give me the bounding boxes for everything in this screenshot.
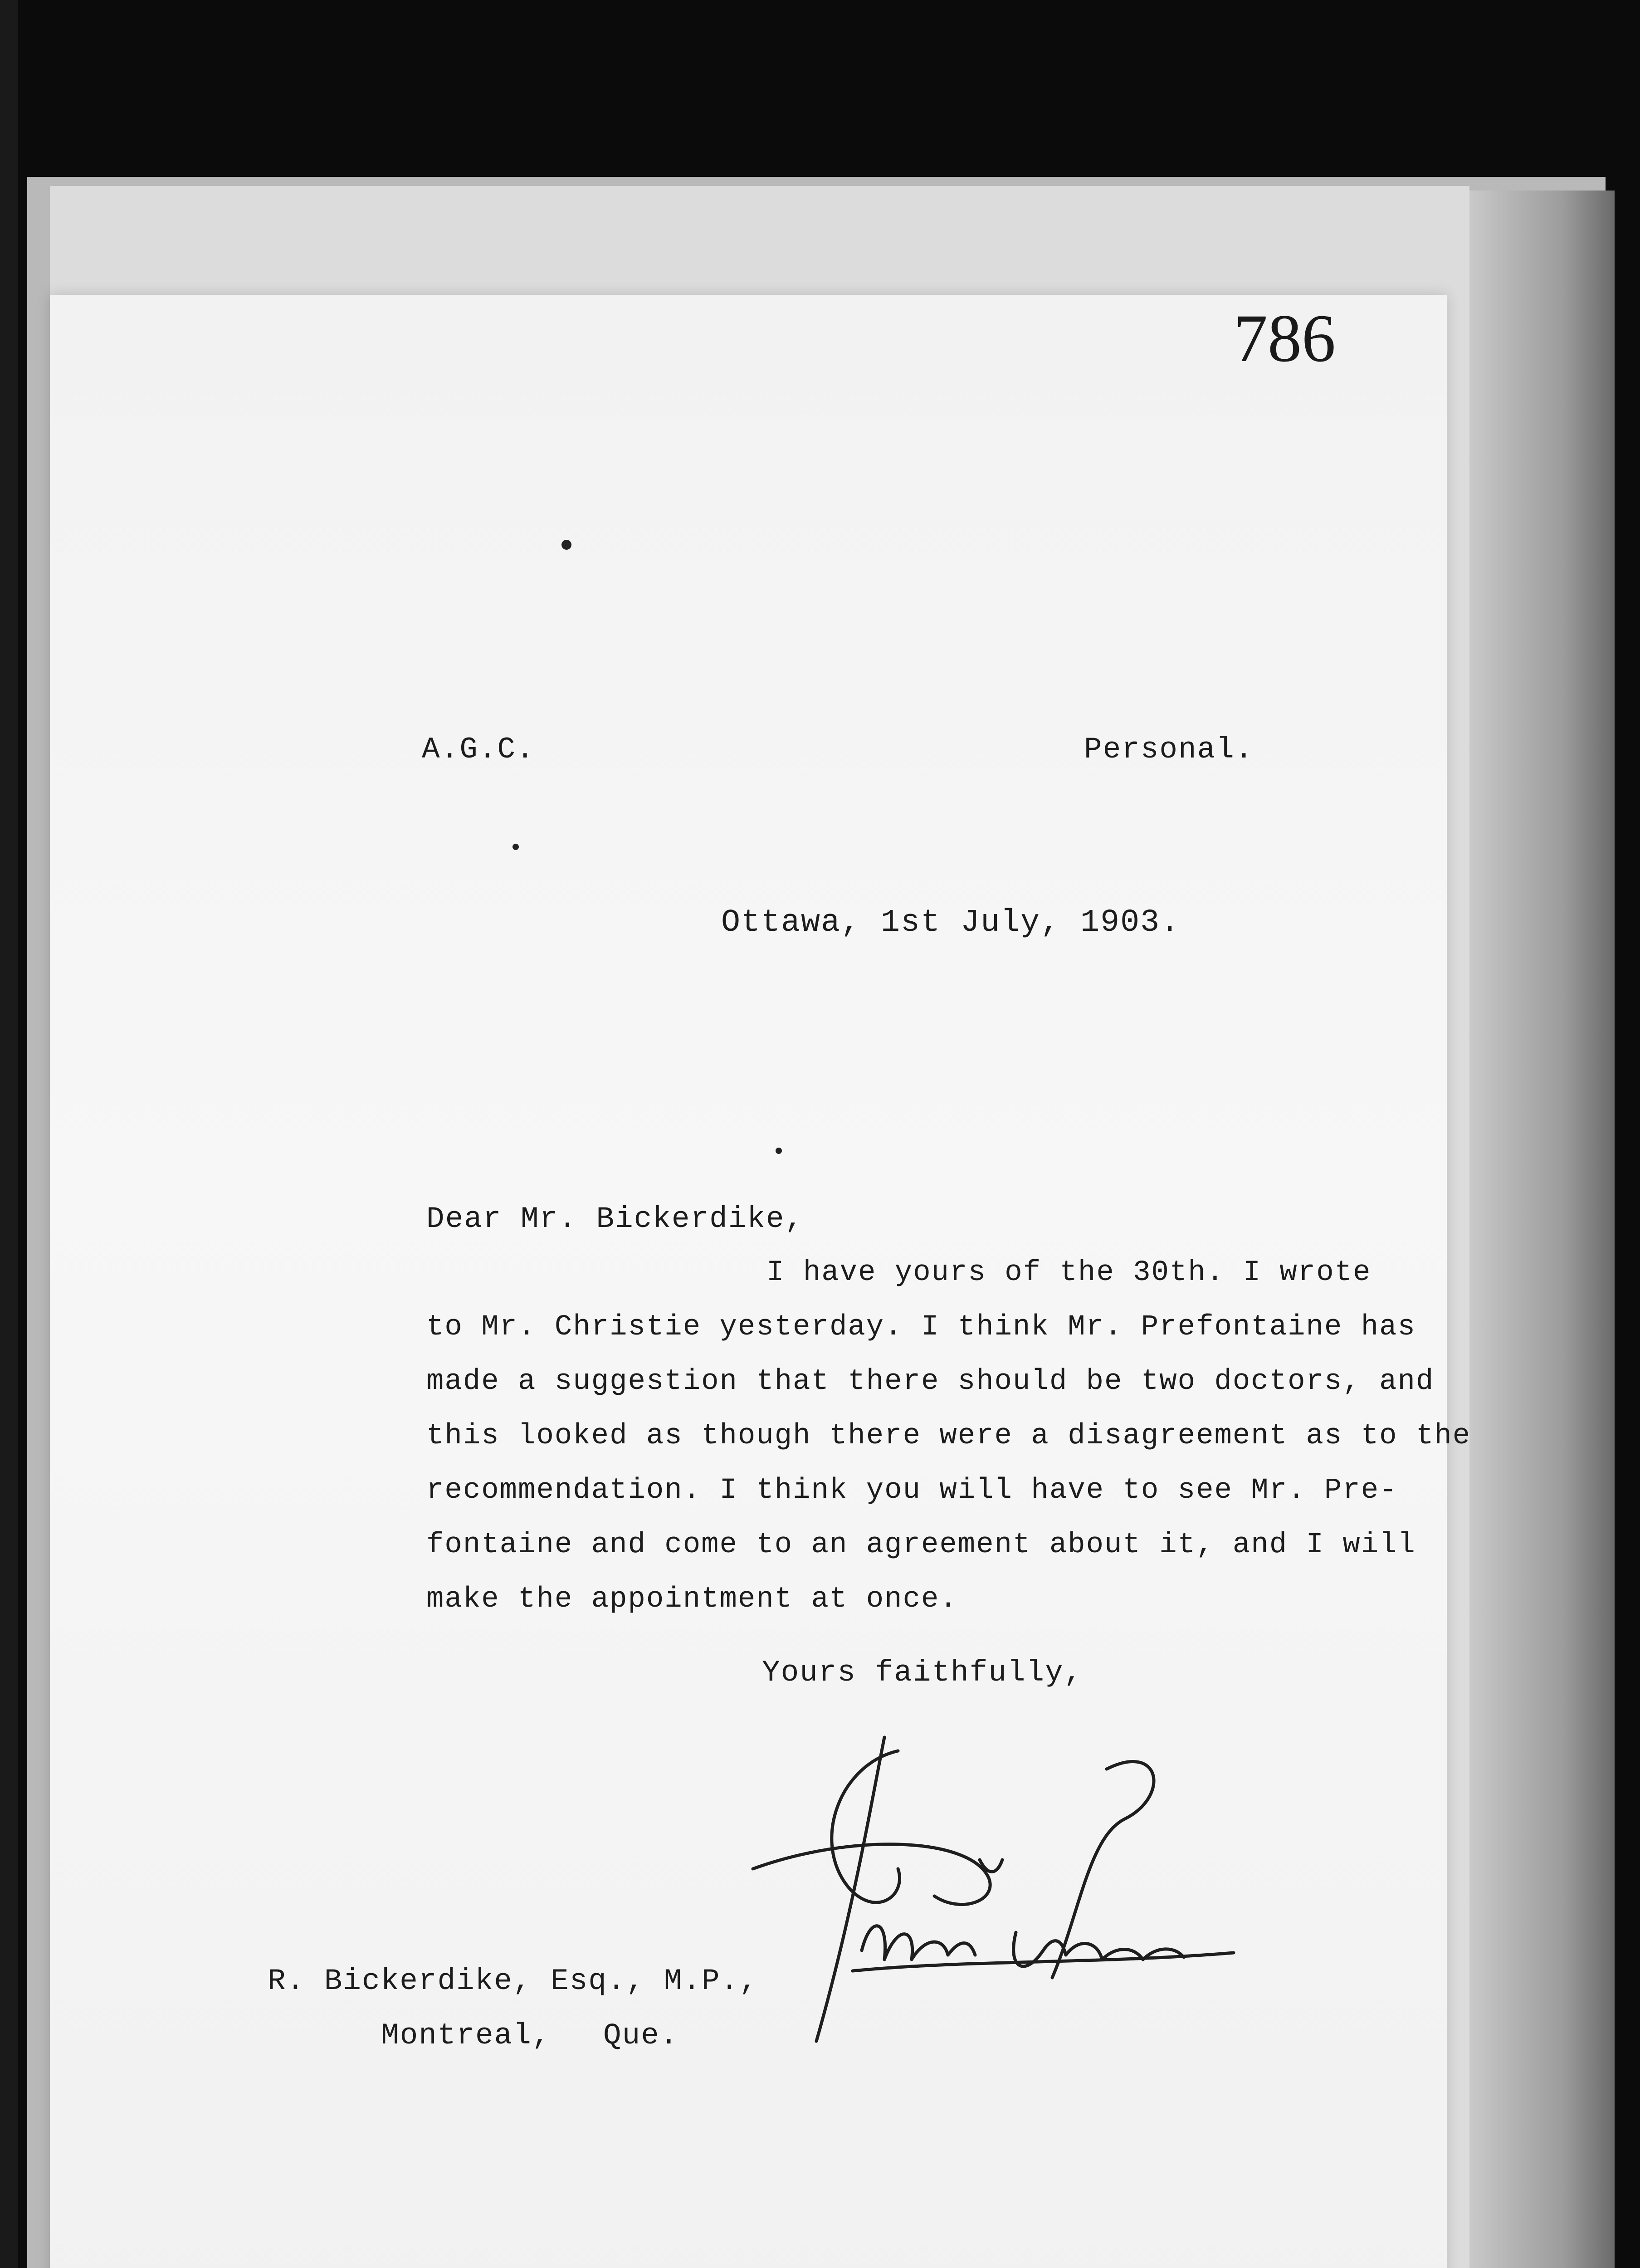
film-edge xyxy=(0,0,18,2268)
page-number: 786 xyxy=(1234,301,1336,376)
letter-body-line: fontaine and come to an agreement about it, and I will xyxy=(426,1529,1416,1561)
addressee-city: Montreal, xyxy=(381,2019,551,2053)
letter-body-line: made a suggestion that there should be two doctors, and xyxy=(426,1365,1435,1398)
ink-mark xyxy=(561,540,571,550)
reference-initials: A.G.C. xyxy=(422,733,535,767)
letter-body-line: I have yours of the 30th. I wrote xyxy=(766,1256,1372,1289)
ink-mark xyxy=(776,1148,782,1154)
date-line: Ottawa, 1st July, 1903. xyxy=(721,905,1181,941)
closing: Yours faithfully, xyxy=(762,1656,1083,1690)
letter-body-line: recommendation. I think you will have to see Mr. Pre- xyxy=(426,1474,1398,1507)
letter-body-line: to Mr. Christie yesterday. I think Mr. Prefontaine has xyxy=(426,1311,1416,1344)
ink-mark xyxy=(512,844,519,850)
personal-marking: Personal. xyxy=(1084,733,1254,767)
letter-body-line: make the appointment at once. xyxy=(426,1583,958,1616)
addressee-name: R. Bickerdike, Esq., M.P., xyxy=(268,1964,758,1998)
salutation: Dear Mr. Bickerdike, xyxy=(426,1202,804,1236)
letter-body-line: this looked as though there were a disagreement as to the xyxy=(426,1420,1471,1452)
addressee-province: Que. xyxy=(603,2019,679,2053)
handwritten-signature xyxy=(735,1724,1247,2077)
